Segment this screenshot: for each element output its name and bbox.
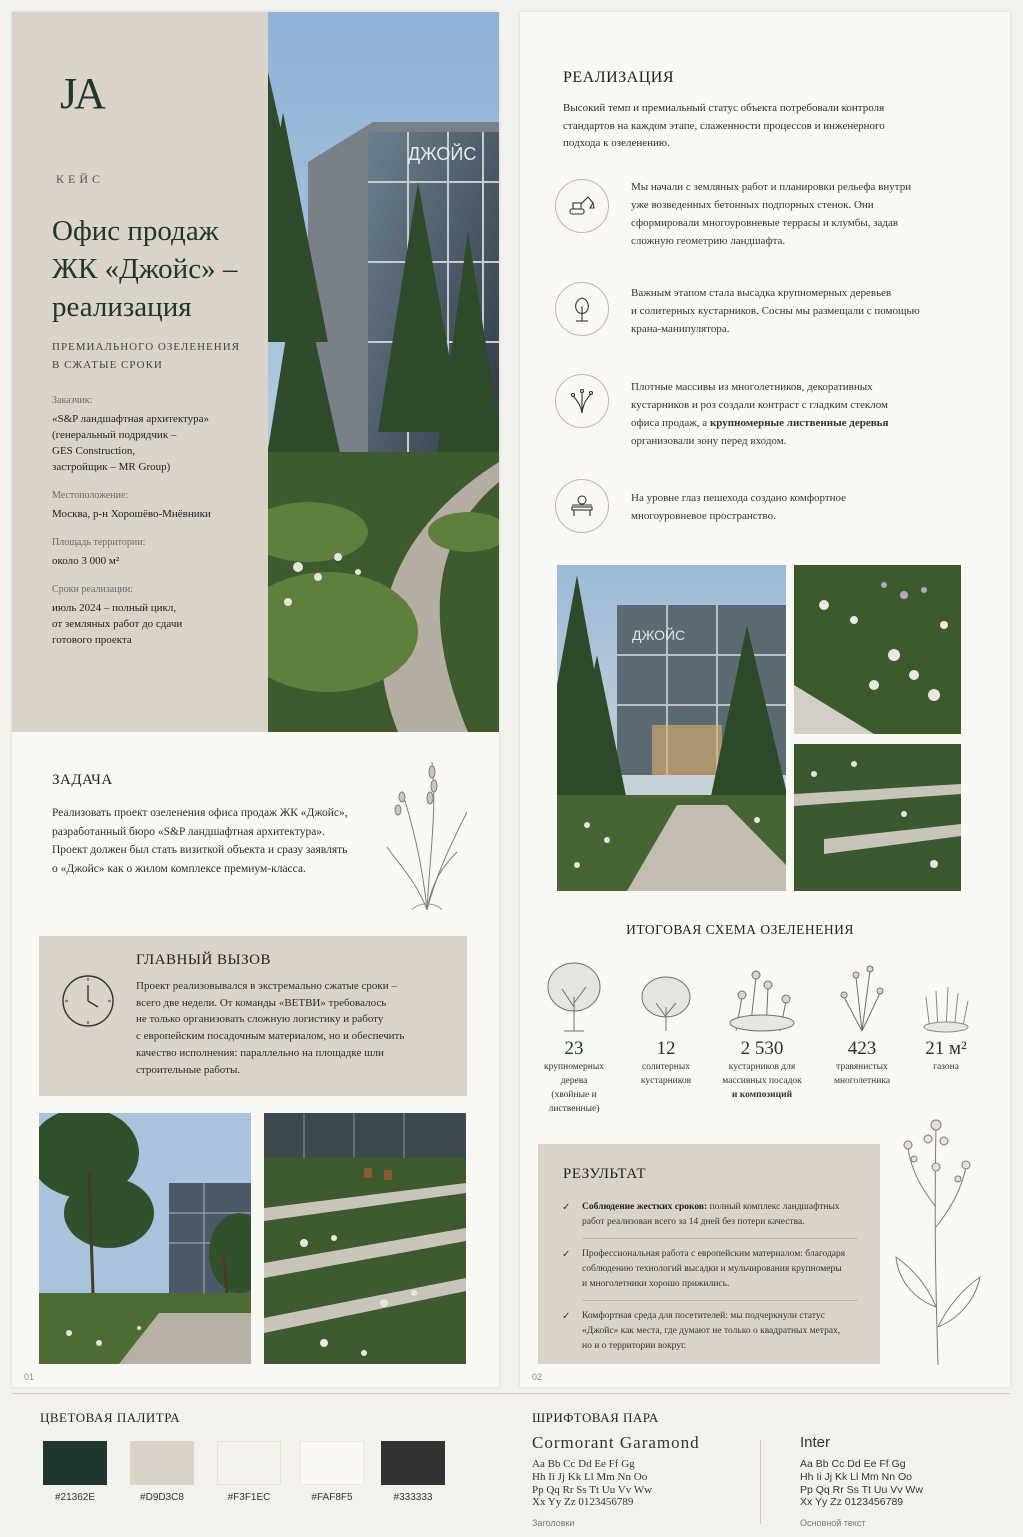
page-number: 01: [24, 1372, 35, 1382]
stat-value: 2 530: [740, 1038, 784, 1059]
divider: [582, 1300, 858, 1301]
page-02: [520, 12, 1010, 1387]
impl-title: РЕАЛИЗАЦИЯ: [563, 69, 674, 86]
stat-perennials: [716, 957, 808, 1102]
stat-lawn: [916, 957, 976, 1074]
client-label: Заказчик:: [52, 395, 93, 406]
photo-flowers: [794, 565, 961, 734]
shrub-illustration-icon: [634, 957, 698, 1033]
impl-intro: Высокий темп и премиальный статус объекта потребовали контроля стандартов на каждом этапе, слаженности процессов и инженерного подхода к озеленению.: [563, 102, 885, 149]
check-icon: ✓: [562, 1311, 571, 1322]
swatch-label: #21362E: [54, 1492, 96, 1503]
project-meta: [52, 394, 252, 648]
photo-retaining-walls: [794, 744, 961, 891]
client-value: «S&P ландшафтная архитектура» (генеральный подрядчик – GES Construction, застройщик – MR Group): [52, 413, 210, 473]
task-title: ЗАДАЧА: [52, 772, 113, 788]
font2-usage: Основной текст: [800, 1518, 866, 1528]
terms-label: Сроки реализации:: [52, 584, 134, 595]
stat-herbaceous: [826, 957, 898, 1088]
hero-photo: [268, 12, 499, 732]
cover-panel: [12, 12, 268, 732]
area-label: Площадь территории:: [52, 537, 146, 548]
result-item-3: ✓ Комфортная среда для посетителей: мы подчеркнули статус «Джойс» как места, где думают не только о квадратных метрах, но и о территории вокруг.: [562, 1311, 841, 1351]
photo-pines: [39, 1113, 251, 1364]
grass-illustration-icon: [916, 957, 976, 1033]
stat-value: 423: [847, 1038, 877, 1059]
step-2-text: Важным этапом стала высадка крупномерных деревьев и солитерных кустарников. Сосны мы размещали с помощью крана-манипулятора.: [631, 287, 920, 335]
photo-facade: [557, 565, 786, 891]
bench-icon: [555, 479, 609, 533]
task-text: Реализовать проект озеленения офиса продаж ЖК «Джойс», разработанный бюро «S&P ландшафтная архитектура». Проект должен был стать визиткой объекта и сразу заявлять о «Джойс» как о жилом комплексе премиум-класса.: [52, 807, 348, 875]
divider: [582, 1238, 858, 1239]
photo-terraces: [264, 1113, 466, 1364]
swatch-label: #F3F1EC: [227, 1492, 271, 1503]
botanical-flower-illustration-icon: [890, 1107, 985, 1367]
plant-icon: [555, 374, 609, 428]
fonts-divider: [760, 1440, 761, 1524]
swatch-cream: [130, 1441, 194, 1485]
challenge-text: Проект реализовывался в экстремально сжатые сроки – всего две недели. От команды «ВЕТВИ» требовалось не только организовать сложную логистику и работу с европейским посадочным материалом, но и обеспечить качество исполнения: параллельно на площадке шли строительные работы.: [136, 980, 405, 1076]
result-title: РЕЗУЛЬТАТ: [563, 1166, 647, 1182]
step-3-text: Плотные массивы из многолетников, декоративных кустарников и роз создали контраст с гладким стеклом офиса продаж, а крупномерные лиственные деревья организовали зону перед входом.: [631, 381, 889, 447]
step-1-text: Мы начали с земляных работ и планировки рельефа внутри уже возведенных бетонных подпорных стенок. Они сформировали многоуровневые террасы и клумбы, задав сложную геометрию ландшафта.: [631, 181, 912, 247]
page-01: [12, 12, 499, 1387]
clock-icon: [61, 974, 115, 1028]
check-icon: ✓: [562, 1249, 571, 1260]
challenge-box: [39, 936, 467, 1096]
building-sign: ДЖОЙС: [408, 144, 477, 164]
palette-title: ЦВЕТОВАЯ ПАЛИТРА: [40, 1410, 181, 1425]
flowers-illustration-icon: [826, 957, 898, 1033]
swatch-dark-green: [43, 1441, 107, 1485]
stat-caption: солитерных кустарников: [640, 1062, 692, 1086]
check-icon: ✓: [562, 1202, 571, 1213]
swatch-label: #333333: [393, 1492, 433, 1503]
swatch-light: [217, 1441, 281, 1485]
logo: JA: [60, 69, 103, 118]
stat-value: 21 м²: [925, 1038, 967, 1059]
stat-caption: газона: [933, 1062, 959, 1072]
swatch-white: [300, 1441, 364, 1485]
terms-value: июль 2024 – полный цикл, от земляных работ до сдачи готового проекта: [52, 602, 183, 646]
fonts-title: ШРИФТОВАЯ ПАРА: [532, 1410, 659, 1425]
kicker: КЕЙС: [56, 172, 105, 186]
font1-usage: Заголовки: [532, 1518, 575, 1528]
result-box: [538, 1144, 880, 1364]
font1-sample: Aa Bb Cc Dd Ee Ff Gg Hh Ii Jj Kk Ll Mm Nn Oo Pp Qq Rr Ss Tt Uu Vv Ww Xx Yy Zz 0123456789: [532, 1458, 653, 1509]
font2-sample: Aa Bb Cc Dd Ee Ff Gg Hh Ii Jj Kk Ll Mm Nn Oo Pp Qq Rr Ss Tt Uu Vv Ww Xx Yy Zz 0123456789: [800, 1458, 923, 1509]
challenge-title: ГЛАВНЫЙ ВЫЗОВ: [136, 952, 271, 968]
swatch-charcoal: [381, 1441, 445, 1485]
stat-trees: [540, 957, 608, 1116]
font2-name: Inter: [800, 1434, 831, 1451]
stat-value: 12: [656, 1038, 676, 1059]
font1-name: Cormorant Garamond: [532, 1433, 700, 1452]
page-number: 02: [532, 1372, 543, 1382]
swatch-label: #D9D3C8: [140, 1492, 184, 1503]
stat-caption: крупномерных дерева (хвойные и лиственные): [544, 1062, 604, 1114]
excavator-icon: [555, 179, 609, 233]
stat-caption: кустарников для массивных посадок и композиций: [722, 1062, 802, 1100]
stat-shrubs: [634, 957, 698, 1088]
perennials-illustration-icon: [716, 957, 808, 1033]
scheme-title: ИТОГОВАЯ СХЕМА ОЗЕЛЕНЕНИЯ: [626, 922, 854, 937]
location-label: Местоположение:: [52, 490, 129, 501]
subtitle: ПРЕМИАЛЬНОГО ОЗЕЛЕНЕНИЯ В СЖАТЫЕ СРОКИ: [52, 341, 240, 371]
building-sign-2: ДЖОЙС: [632, 627, 686, 643]
location-value: Москва, р-н Хорошёво-Мнёвники: [52, 508, 211, 520]
botanical-grass-illustration-icon: [382, 752, 472, 912]
result-item-1: ✓ Соблюдение жестких сроков: полный комплекс ландшафтных работ реализован всего за 14 дней без потери качества.: [562, 1202, 840, 1227]
page-title: Офис продаж ЖК «Джойс» – реализация: [52, 215, 238, 323]
stat-value: 23: [564, 1038, 584, 1059]
swatch-label: #FAF8F5: [311, 1492, 353, 1503]
footer-divider: [12, 1393, 1010, 1394]
stat-caption: травянистых многолетника: [833, 1062, 891, 1086]
step-4-text: На уровне глаз пешехода создано комфортное многоуровневое пространство.: [631, 492, 847, 522]
area-value: около 3 000 м²: [52, 555, 120, 567]
tree-icon: [555, 282, 609, 336]
result-item-2: ✓ Профессиональная работа с европейским материалом: благодаря соблюдению технологий высадки и мульчирования крупномеры и многолетники хорошо прижились.: [562, 1249, 846, 1289]
tree-illustration-icon: [540, 957, 608, 1033]
